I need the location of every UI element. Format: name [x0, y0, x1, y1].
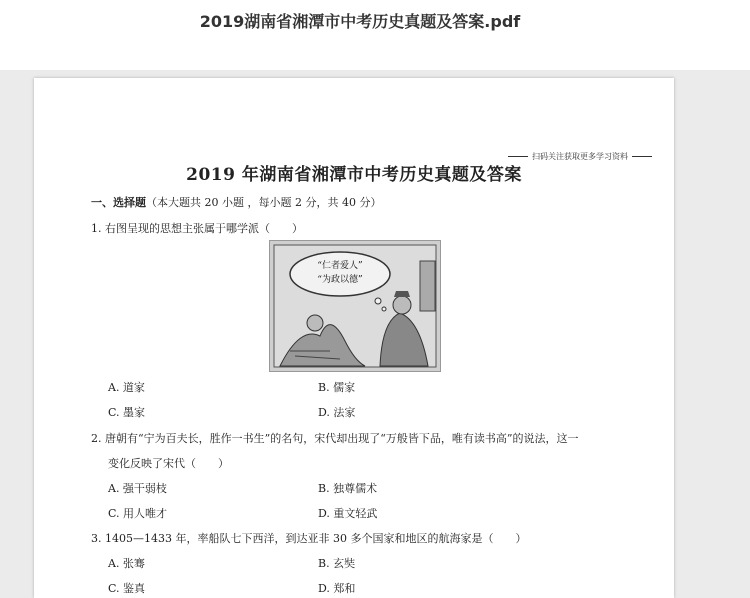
question-2-text-line1: 2. 唐朝有“宁为百夫长，胜作一书生”的名句，宋代却出现了“万般皆下品，唯有读书高”的说法，这一 — [91, 432, 579, 445]
question-3-text: 3. 1405—1433 年，率船队七下西洋，到达亚非 30 多个国家和地区的航海家是（ ） — [91, 532, 527, 545]
q1-option-d: D. 法家 — [318, 406, 356, 419]
document-page — [34, 78, 674, 598]
q2-option-b: B. 独尊儒术 — [318, 482, 378, 495]
figure-caption-2: “为政以德” — [317, 275, 363, 285]
q2-option-a: A. 强干弱枝 — [108, 482, 167, 495]
figure-caption-1: “仁者爱人” — [317, 261, 363, 271]
q1-option-b: B. 儒家 — [318, 381, 356, 394]
confucius-illustration — [270, 241, 440, 371]
q3-option-a: A. 张骞 — [108, 557, 145, 570]
q3-option-c: C. 鉴真 — [108, 582, 146, 595]
watermark-rule-left — [508, 156, 528, 157]
q2-option-d: D. 重文轻武 — [318, 507, 378, 520]
question-1-figure — [269, 240, 441, 372]
q2-option-c: C. 用人唯才 — [108, 507, 168, 520]
q3-option-b: B. 玄奘 — [318, 557, 356, 570]
section-note: （本大题共 20 小题 ，每小题 2 分，共 40 分） — [146, 196, 382, 209]
q3-option-d: D. 郑和 — [318, 582, 356, 595]
watermark-rule-right — [632, 156, 652, 157]
section-label: 一、选择题 — [91, 196, 146, 209]
question-1-text: 1. 右图呈现的思想主张属于哪学派（ ） — [91, 222, 303, 235]
file-title: 2019湖南省湘潭市中考历史真题及答案.pdf — [199, 12, 521, 31]
q1-option-a: A. 道家 — [108, 381, 145, 394]
watermark-text: 扫码关注获取更多学习资料 — [532, 152, 628, 161]
document-title: 2019 年湖南省湘潭市中考历史真题及答案 — [186, 165, 522, 185]
question-2-text-line2: 变化反映了宋代（ ） — [108, 457, 229, 470]
q1-option-c: C. 墨家 — [108, 406, 146, 419]
section-heading — [91, 194, 381, 210]
viewer-header — [0, 0, 750, 70]
